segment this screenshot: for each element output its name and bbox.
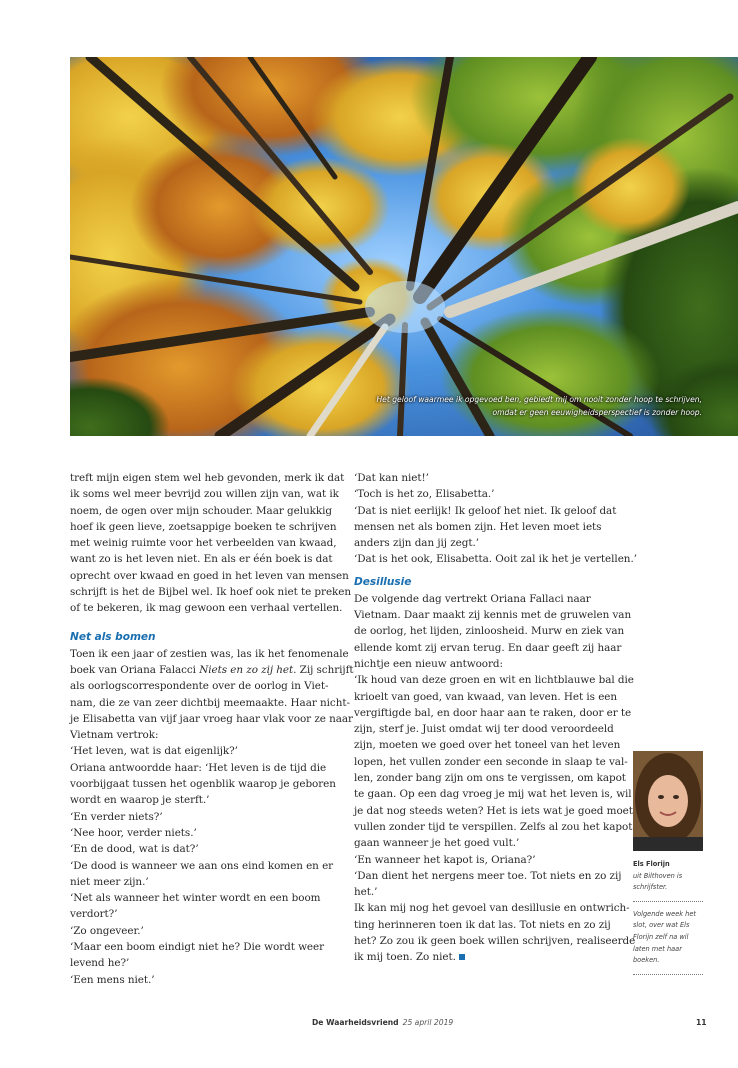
- end-of-article-square-icon: [459, 954, 465, 960]
- body-line: vullen zonder tijd te verspillen. Zelfs al zou het kapot: [354, 820, 633, 833]
- body-line: niet meer zijn.’: [70, 875, 149, 888]
- body-line: ‘Toch is het zo, Elisabetta.’: [354, 488, 495, 501]
- body-line: ellende komt zij ervan terug. En daar geeft zij haar: [354, 641, 622, 654]
- body-line: ‘Dat is niet eerlijk! Ik geloof het niet. Ik geloof dat: [354, 504, 617, 517]
- body-text: boek van Oriana Falacci: [70, 663, 200, 676]
- body-line: Vietnam. Daar maakt zij kennis met de gruwelen van: [354, 609, 632, 622]
- body-line: Oriana antwoordde haar: ‘Het leven is de tijd die: [70, 761, 327, 774]
- body-line: de oorlog, het lijden, zinloosheid. Murw en ziek van: [354, 625, 625, 638]
- body-line: nichtje een nieuw antwoord:: [354, 657, 503, 670]
- body-line: levend he?’: [70, 957, 130, 970]
- body-line: ‘Net als wanneer het winter wordt en een boom: [70, 892, 321, 905]
- body-line: schrijft is het de Bijbel wel. Ik hoef ook niet te preken: [70, 586, 352, 599]
- body-line: len, zonder bang zijn om ons te vergissen, om kapot: [354, 772, 626, 785]
- author-role-line: schrijfster.: [633, 883, 668, 892]
- book-title: Niets en zo zij het: [199, 663, 294, 676]
- body-line: De volgende dag vertrekt Oriana Fallaci naar: [354, 592, 591, 605]
- body-line: ‘Een mens niet.’: [70, 973, 155, 986]
- author-name: Els Florijn: [633, 860, 670, 868]
- body-line: ‘Dat is het ook, Elisabetta. Ooit zal ik het je vertellen.’: [354, 553, 637, 566]
- body-line: Vietnam vertrok:: [70, 729, 159, 742]
- body-line: ‘Maar een boom eindigt niet he? Die wordt weer: [70, 941, 325, 954]
- body-line: mensen net als bomen zijn. Het leven moet iets: [354, 520, 602, 533]
- body-text: . Zij schrijft: [293, 663, 354, 676]
- body-line: te gaan. Op een dag vroeg je mij wat het leven is, wil: [354, 788, 632, 801]
- body-line: treft mijn eigen stem wel heb gevonden, merk ik dat: [70, 472, 345, 484]
- body-line-book: [70, 662, 354, 678]
- body-line: ‘Nee hoor, verder niets.’: [70, 826, 197, 839]
- author-portrait-illustration: [633, 751, 703, 851]
- author-sidebar: [633, 859, 705, 982]
- magazine-title: De Waarheidsvriend: [312, 1018, 399, 1027]
- next-week-line: laten met haar: [633, 944, 682, 953]
- body-line: oprecht over kwaad en goed in het leven van mensen: [70, 569, 349, 582]
- next-week-line: Volgende week het: [633, 909, 696, 918]
- body-line: want zo is het leven niet. En als er één boek is dat: [70, 553, 333, 566]
- page-number: 11: [696, 1018, 707, 1027]
- magazine-name: [312, 1018, 453, 1027]
- author-portrait: [633, 751, 703, 851]
- article-column-right: [354, 470, 637, 966]
- next-week-line: Florijn zelf na wil: [633, 932, 689, 941]
- body-line: Toen ik een jaar of zestien was, las ik het fenomenale: [70, 647, 349, 660]
- body-line: ‘En de dood, wat is dat?’: [70, 843, 199, 856]
- body-line-last: [354, 949, 624, 965]
- body-line: ‘Het leven, wat is dat eigenlijk?’: [70, 745, 238, 758]
- body-line: het? Zo zou ik geen boek willen schrijven, realiseerde: [354, 935, 636, 948]
- dotted-divider: [633, 901, 703, 902]
- body-line: ‘Dat kan niet!’: [354, 472, 429, 484]
- photo-caption: [376, 394, 702, 419]
- body-line: ‘Zo ongeveer.’: [70, 924, 144, 937]
- body-line: lopen, het vullen zonder een seconde in slaap te val-: [354, 755, 628, 768]
- author-role: [633, 871, 705, 894]
- next-week-line: boeken.: [633, 956, 660, 965]
- body-line: zijn, sterf je. Juist omdat wij ter dood veroordeeld: [354, 723, 614, 736]
- body-line: als oorlogscorrespondente over de oorlog in Viet-: [70, 680, 329, 693]
- body-line: zijn, moeten we goed over het toneel van het leven: [354, 739, 621, 752]
- body-line: ting herinneren toen ik dat las. Tot niets en zo zij: [354, 918, 611, 931]
- body-line: of te bekeren, ik mag gewoon een verhaal vertellen.: [70, 602, 343, 615]
- author-role-line: uit Bilthoven is: [633, 871, 683, 880]
- body-line: vergiftigde bal, en door haar aan te raken, door er te: [354, 706, 632, 719]
- next-week-note: [633, 909, 705, 967]
- section-heading-net-als-bomen: Net als bomen: [70, 630, 156, 643]
- body-line: nam, die ze van zeer dichtbij meemaakte. Haar nicht-: [70, 696, 350, 709]
- body-line: verdort?’: [70, 908, 118, 921]
- caption-line: omdat er geen eeuwigheidsperspectief is zonder hoop.: [492, 407, 702, 417]
- body-line: ‘Dan dient het nergens meer toe. Tot niets en zo zij: [354, 869, 622, 882]
- body-line: ‘Ik houd van deze groen en wit en lichtblauwe bal die: [354, 674, 634, 687]
- body-line: het.’: [354, 886, 378, 899]
- section-heading-desillusie: Desillusie: [354, 575, 412, 588]
- body-line: krioelt van goed, van kwaad, van leven. Het is een: [354, 690, 618, 703]
- body-line: ‘De dood is wanneer we aan ons eind komen en er: [70, 859, 334, 872]
- dotted-divider: [633, 974, 703, 975]
- body-line: met weinig ruimte voor het verbeelden van kwaad,: [70, 537, 337, 550]
- next-week-line: slot, over wat Els: [633, 921, 690, 930]
- body-line: ‘En verder niets?’: [70, 810, 163, 823]
- body-line: hoef ik geen lieve, zoetsappige boeken te schrijven: [70, 520, 337, 533]
- caption-line: Het geloof waarmee ik opgevoed ben, gebiedt mij om nooit zonder hoop te schrijven,: [376, 395, 702, 404]
- body-line: ik soms wel meer bevrijd zou willen zijn van, wat ik: [70, 488, 339, 501]
- body-line: je dat nog steeds weten? Het is iets wat je goed moet: [354, 804, 633, 817]
- forest-canopy-illustration: [70, 57, 738, 436]
- body-line: Ik kan mij nog het gevoel van desillusie en ontwrich-: [354, 902, 630, 915]
- body-line: voorbijgaat tussen het ogenblik waarop je geboren: [70, 778, 336, 791]
- body-line: noem, de ogen over mijn schouder. Maar gelukkig: [70, 504, 333, 517]
- issue-date: 25 april 2019: [402, 1018, 454, 1027]
- article-column-left: [70, 470, 354, 988]
- forest-canopy-photo: [70, 57, 738, 436]
- body-line: ‘En wanneer het kapot is, Oriana?’: [354, 853, 536, 866]
- body-line: je Elisabetta van vijf jaar vroeg haar vlak voor ze naar: [70, 712, 353, 725]
- body-line: gaan wanneer je het goed vult.’: [354, 837, 520, 850]
- body-line: anders zijn dan jij zegt.’: [354, 537, 479, 550]
- body-line: wordt en waarop je sterft.’: [70, 794, 210, 807]
- body-text: ik mij toen. Zo niet.: [354, 951, 456, 964]
